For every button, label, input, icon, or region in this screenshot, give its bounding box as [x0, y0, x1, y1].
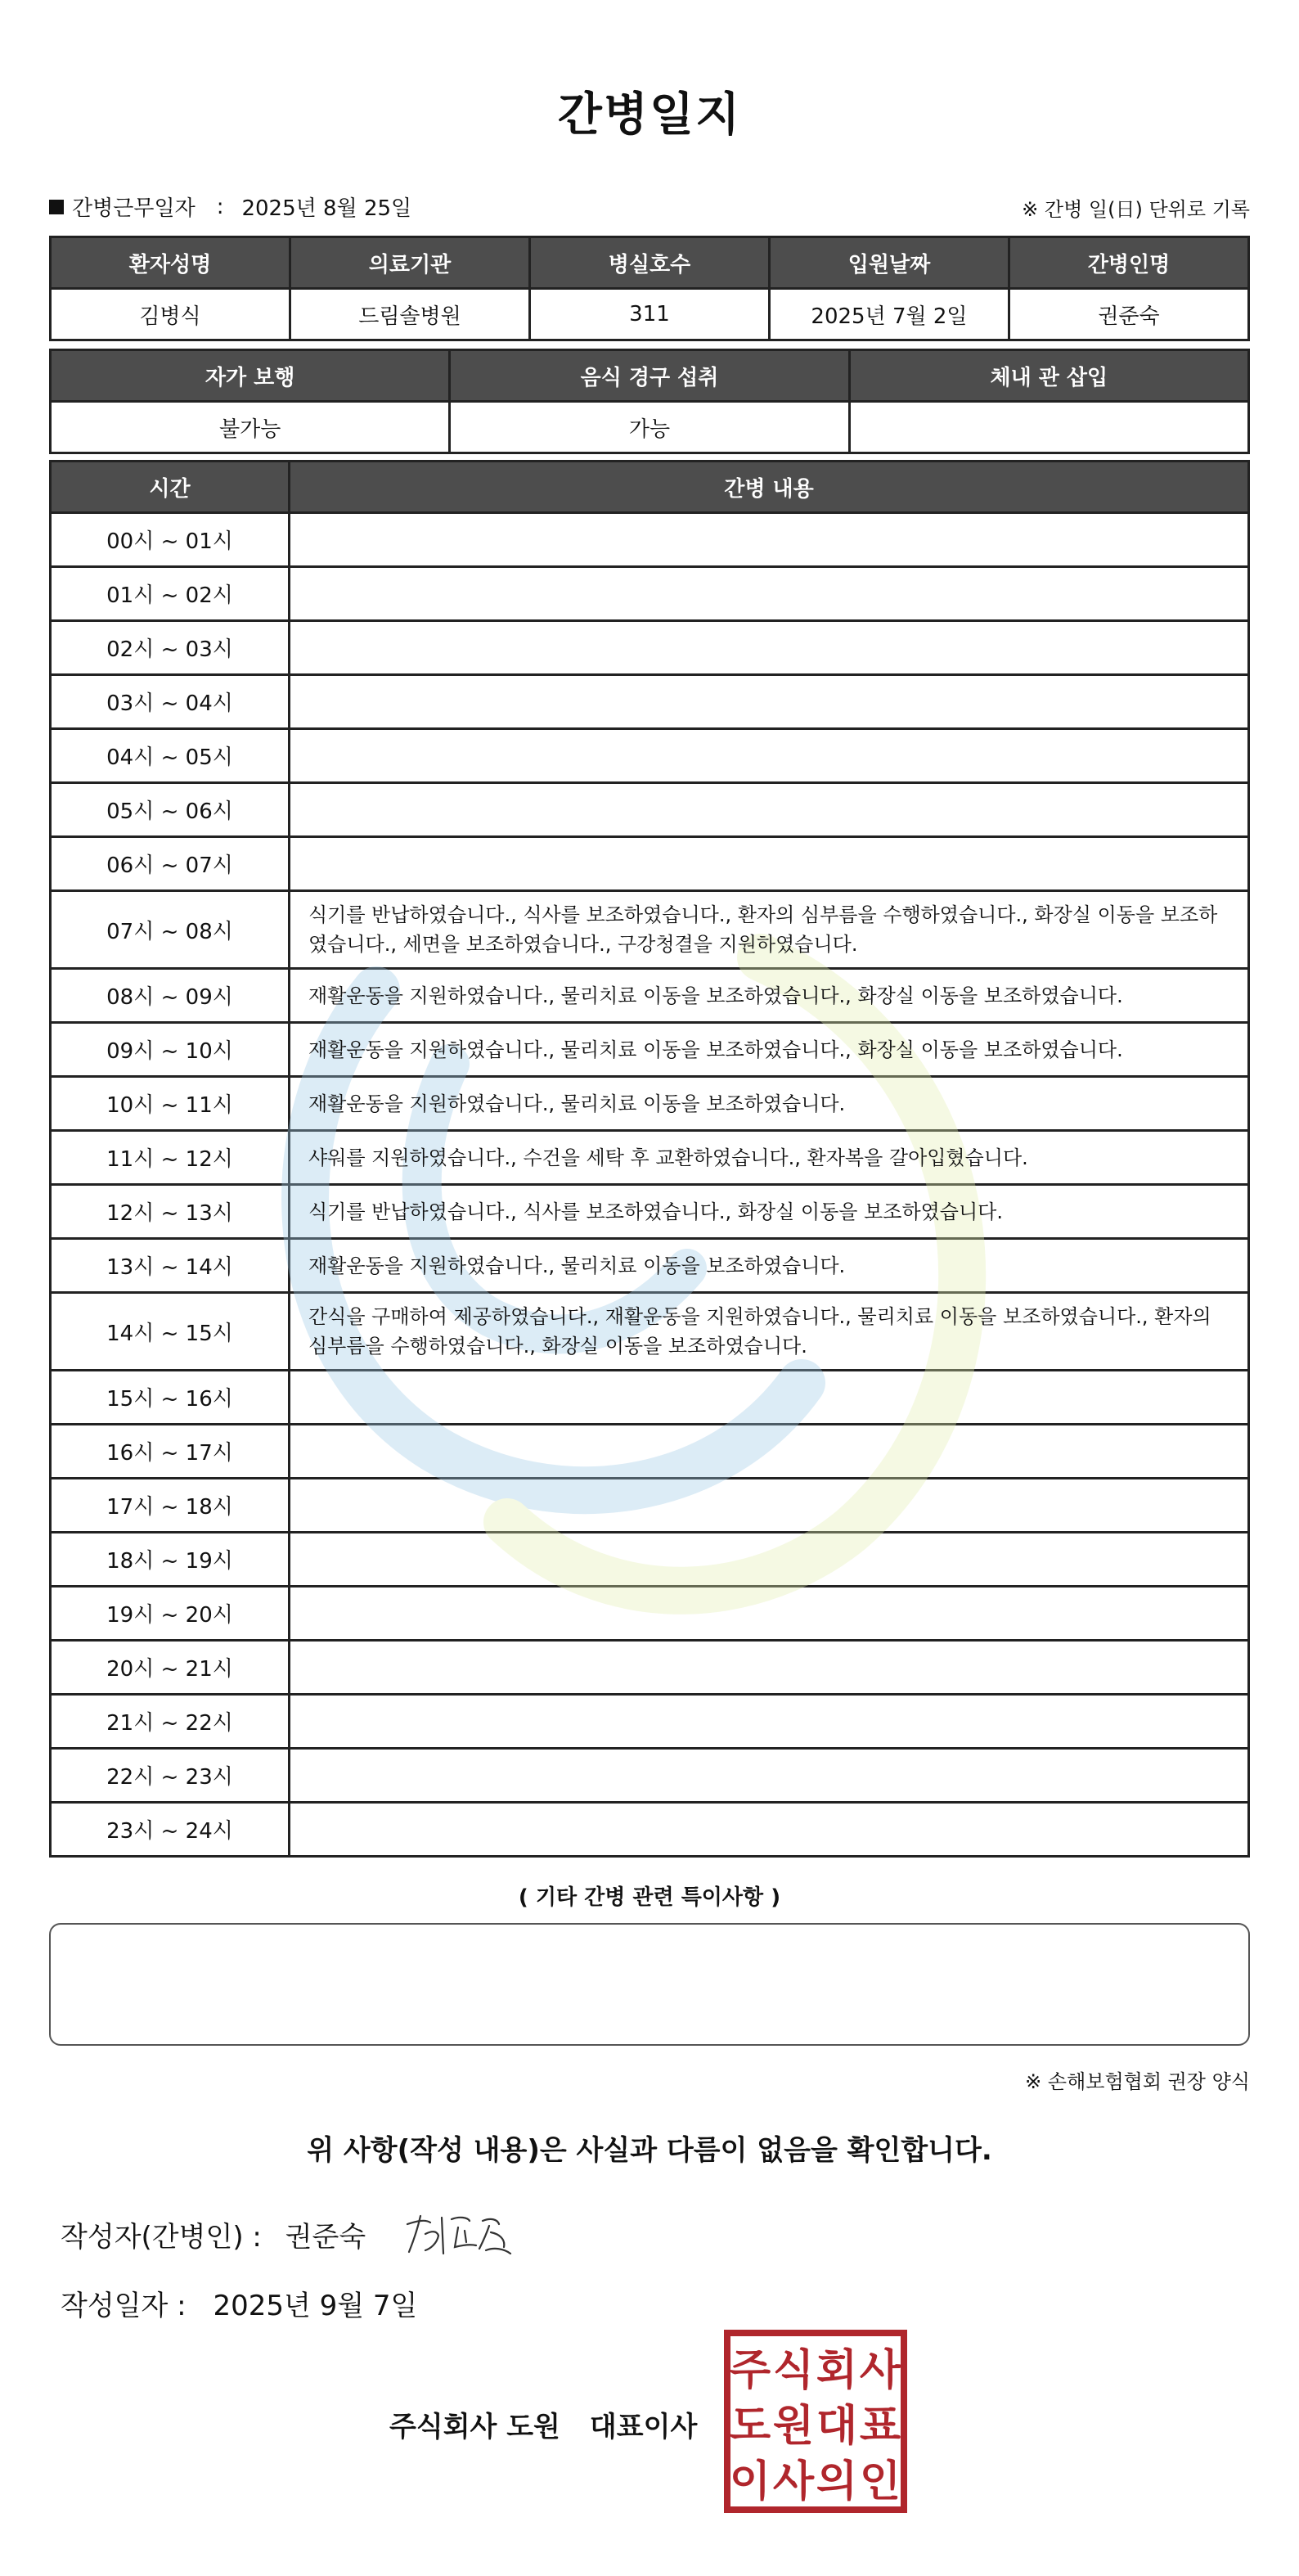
time-cell: 11시 ~ 12시 — [51, 1131, 290, 1185]
time-cell: 08시 ~ 09시 — [51, 969, 290, 1023]
seal-character: 의 — [816, 2457, 858, 2506]
written-date-value: 2025년 9월 7일 — [213, 2290, 418, 2322]
time-cell: 07시 ~ 08시 — [51, 891, 290, 969]
care-content-cell — [290, 1695, 1249, 1749]
page-title: 간병일지 — [557, 88, 742, 142]
patient-info-table — [49, 236, 1250, 341]
care-content-cell — [290, 1803, 1249, 1857]
time-cell: 22시 ~ 23시 — [51, 1749, 290, 1803]
time-cell: 02시 ~ 03시 — [51, 621, 290, 675]
seal-character: 사 — [859, 2346, 901, 2395]
self-walking-cell: 불가능 — [51, 402, 450, 453]
room-cell: 311 — [530, 289, 770, 340]
time-cell: 18시 ~ 19시 — [51, 1533, 290, 1587]
time-cell: 16시 ~ 17시 — [51, 1425, 290, 1479]
header-oral-intake: 음식 경구 섭취 — [450, 350, 849, 402]
time-cell: 15시 ~ 16시 — [51, 1371, 290, 1425]
seal-character: 원 — [772, 2402, 815, 2451]
care-content-cell — [290, 1425, 1249, 1479]
tube-insertion-cell — [849, 402, 1248, 453]
care-log-table — [49, 460, 1250, 1858]
time-cell: 23시 ~ 24시 — [51, 1803, 290, 1857]
header-time: 시간 — [51, 462, 290, 513]
care-content-cell — [290, 1641, 1249, 1695]
care-content-cell — [290, 513, 1249, 567]
seal-character: 회 — [816, 2346, 858, 2395]
time-cell: 21시 ~ 22시 — [51, 1695, 290, 1749]
care-content-cell: 재활운동을 지원하였습니다., 물리치료 이동을 보조하였습니다., 화장실 이동을 보조하였습니다. — [290, 1023, 1249, 1077]
care-content-cell — [290, 1749, 1249, 1803]
seal-character: 사 — [772, 2457, 815, 2506]
seal-character: 대 — [816, 2402, 858, 2451]
oral-intake-cell: 가능 — [450, 402, 849, 453]
company-seal-icon — [723, 2329, 908, 2514]
care-content-cell — [290, 567, 1249, 621]
time-cell: 01시 ~ 02시 — [51, 567, 290, 621]
care-content-cell — [290, 1533, 1249, 1587]
company-line — [389, 2404, 697, 2444]
care-content-cell: 재활운동을 지원하였습니다., 물리치료 이동을 보조하였습니다. — [290, 1077, 1249, 1131]
care-content-cell: 재활운동을 지원하였습니다., 물리치료 이동을 보조하였습니다., 화장실 이동을 보조하였습니다. — [290, 969, 1249, 1023]
square-bullet-icon — [49, 200, 64, 214]
time-cell: 14시 ~ 15시 — [51, 1293, 290, 1371]
time-cell: 03시 ~ 04시 — [51, 675, 290, 729]
care-content-cell: 식기를 반납하였습니다., 식사를 보조하였습니다., 환자의 심부름을 수행하였습니다., 화장실 이동을 보조하였습니다., 세면을 보조하였습니다., 구강청결을 지원하였습니다. — [290, 891, 1249, 969]
time-cell: 13시 ~ 14시 — [51, 1239, 290, 1293]
time-cell: 09시 ~ 10시 — [51, 1023, 290, 1077]
patient-status-table — [49, 349, 1250, 454]
work-date-line — [49, 191, 411, 222]
writer-label: 작성자(간병인) : — [61, 2221, 262, 2254]
handwritten-signature-icon — [401, 2206, 532, 2263]
care-content-cell — [290, 783, 1249, 837]
other-notes-box — [49, 1923, 1250, 2046]
patient-name-cell: 김병식 — [51, 289, 290, 340]
time-cell: 20시 ~ 21시 — [51, 1641, 290, 1695]
care-content-cell — [290, 729, 1249, 783]
work-date-value: 2025년 8월 25일 — [241, 196, 412, 221]
header-care-content: 간병 내용 — [290, 462, 1249, 513]
confirmation-statement: 위 사항(작성 내용)은 사실과 다름이 없음을 확인합니다. — [307, 2134, 992, 2167]
seal-character: 표 — [859, 2402, 901, 2451]
work-date-label: 간병근무일자 — [72, 196, 196, 221]
time-cell: 04시 ~ 05시 — [51, 729, 290, 783]
care-content-cell — [290, 1371, 1249, 1425]
care-content-cell: 재활운동을 지원하였습니다., 물리치료 이동을 보조하였습니다. — [290, 1239, 1249, 1293]
seal-character: 도 — [729, 2402, 771, 2451]
record-note: ※ 간병 일(日) 단위로 기록 — [1022, 198, 1250, 221]
time-cell: 19시 ~ 20시 — [51, 1587, 290, 1641]
caregiver-name-cell: 권준숙 — [1009, 289, 1249, 340]
standard-form-note: ※ 손해보험협회 권장 양식 — [1025, 2070, 1250, 2093]
hospital-cell: 드림솔병원 — [290, 289, 530, 340]
writer-name: 권준숙 — [285, 2221, 366, 2254]
care-content-cell — [290, 1587, 1249, 1641]
care-content-cell: 식기를 반납하였습니다., 식사를 보조하였습니다., 화장실 이동을 보조하였습니다. — [290, 1185, 1249, 1239]
seal-character: 이 — [729, 2457, 771, 2506]
header-caregiver-name: 간병인명 — [1009, 237, 1249, 289]
time-cell: 17시 ~ 18시 — [51, 1479, 290, 1533]
header-self-walking: 자가 보행 — [51, 350, 450, 402]
seal-character: 식 — [772, 2346, 815, 2395]
other-notes-title: ( 기타 간병 관련 특이사항 ) — [518, 1885, 781, 1910]
writer-line — [61, 2214, 366, 2254]
written-date-label: 작성일자 : — [61, 2290, 187, 2322]
care-content-cell: 간식을 구매하여 제공하였습니다., 재활운동을 지원하였습니다., 물리치료 이동을 보조하였습니다., 환자의 심부름을 수행하였습니다., 화장실 이동을 보조하였습니다. — [290, 1293, 1249, 1371]
care-content-cell — [290, 675, 1249, 729]
header-patient-name: 환자성명 — [51, 237, 290, 289]
seal-character: 주 — [729, 2346, 771, 2395]
care-content-cell — [290, 621, 1249, 675]
time-cell: 10시 ~ 11시 — [51, 1077, 290, 1131]
company-name: 주식회사 도원 — [389, 2411, 560, 2443]
care-content-cell — [290, 837, 1249, 891]
header-admission-date: 입원날짜 — [770, 237, 1009, 289]
care-content-cell: 샤워를 지원하였습니다., 수건을 세탁 후 교환하였습니다., 환자복을 갈아입혔습니다. — [290, 1131, 1249, 1185]
time-cell: 00시 ~ 01시 — [51, 513, 290, 567]
header-tube-insertion: 체내 관 삽입 — [849, 350, 1248, 402]
time-cell: 06시 ~ 07시 — [51, 837, 290, 891]
seal-character: 인 — [859, 2457, 901, 2506]
company-role: 대표이사 — [589, 2411, 698, 2443]
time-cell: 12시 ~ 13시 — [51, 1185, 290, 1239]
time-cell: 05시 ~ 06시 — [51, 783, 290, 837]
care-content-cell — [290, 1479, 1249, 1533]
written-date-line — [61, 2283, 417, 2323]
work-date-separator: : — [216, 194, 224, 219]
header-room: 병실호수 — [530, 237, 770, 289]
header-hospital: 의료기관 — [290, 237, 530, 289]
admission-date-cell: 2025년 7월 2일 — [770, 289, 1009, 340]
